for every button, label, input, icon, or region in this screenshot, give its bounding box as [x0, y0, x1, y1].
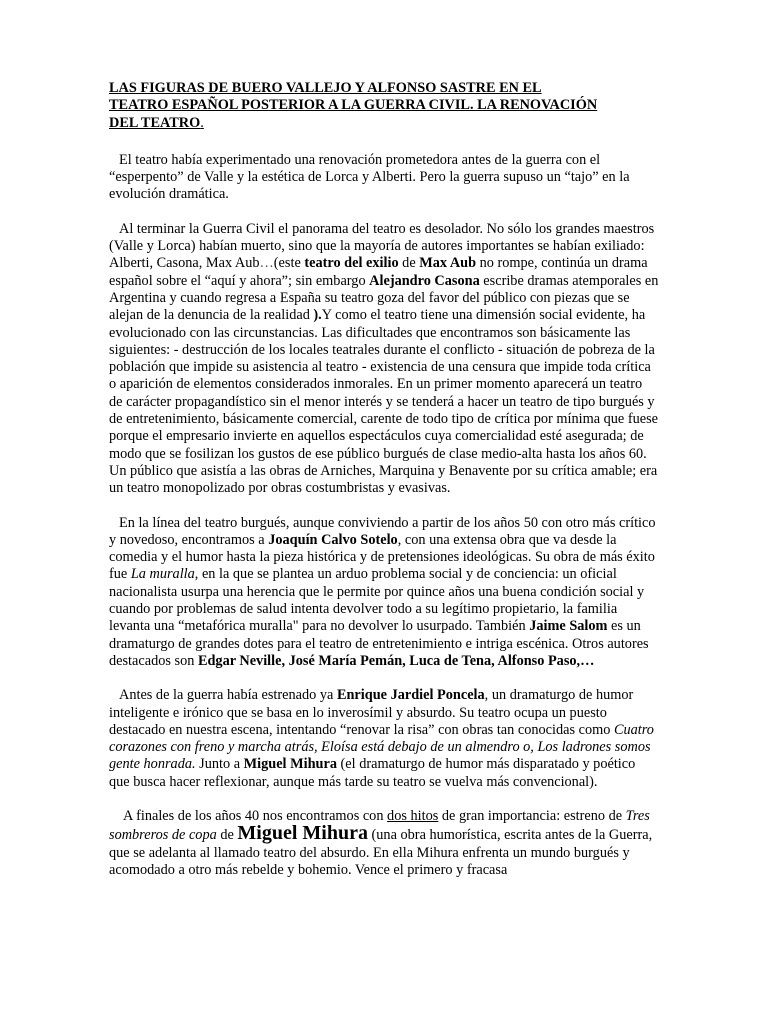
p5-big-miguel-mihura: Miguel Mihura [237, 822, 368, 845]
p4-text-1: Antes de la guerra había estrenado ya [119, 687, 337, 704]
p2-text-5: escribe dramas atemporales en Argentina y cuando regresa a España su teatro goza del favor del público con piezas que se alejan de la denuncia de la realidad [109, 272, 659, 324]
p3-bold-otros-autores: Edgar Neville, José María Pemán, Luca de Tena, Alfonso Paso,… [197, 652, 595, 669]
p3-text-3: , en la que se plantea un arduo problema social y de conciencia: un oficial nacionalista usurpa una herencia que le permite por quince años una buena condición social y cuando por problemas de salud intenta devolver todo a su legítimo propietario, la familia levanta una “metafórica muralla" para no devolver lo usurpado. También [109, 566, 645, 635]
p3-text-2: , con una extensa obra que va desde la comedia y el humor hasta la pieza histórica y de pretensiones ideológicas. Su obra de más éxito fue [109, 531, 655, 583]
p4-bold-jardiel-poncela: Enrique Jardiel Poncela [336, 687, 485, 704]
p5-text-2: de gran importancia: estreno de [438, 807, 626, 824]
p3-italic-la-muralla: La muralla [130, 566, 195, 583]
p4-text-3: Junto a [195, 756, 244, 773]
title-line-2: TEATRO ESPAÑOL POSTERIOR A LA GUERRA CIVIL. LA RENOVACIÓN [109, 97, 598, 114]
p2-bold-teatro-exilio: teatro del exilio [304, 255, 399, 272]
title-end: . [200, 114, 204, 131]
p2-text-1: Al terminar la Guerra Civil el panorama del teatro es desolador. No sólo los grandes maestros (Valle y Lorca) habían muerto, sino que la mayoría de autores importantes se habían exiliado: Alberti, Casona, Max Aub [109, 220, 655, 272]
p2-ellipsis: … [259, 255, 274, 272]
p3-bold-jaime-salom: Jaime Salom [529, 618, 608, 635]
p5-italic-tres-sombreros: Tres sombreros de copa [109, 807, 650, 844]
document-body [109, 80, 659, 896]
paragraph-5 [109, 808, 659, 879]
paragraph-2 [109, 221, 659, 498]
p2-bold-alejandro-casona: Alejandro Casona [369, 272, 480, 289]
title-line-1: LAS FIGURAS DE BUERO VALLEJO Y ALFONSO SASTRE EN EL [109, 80, 542, 96]
p4-italic-obras: Cuatro corazones con freno y marcha atrás, Eloísa está debajo de un almendro o, Los ladrones somos gente honrada. [109, 721, 654, 773]
paragraph-4 [109, 687, 659, 791]
p2-text-4: no rompe, continúa un drama español sobre el “aquí y ahora”; sin embargo [109, 255, 648, 289]
p4-bold-miguel-mihura: Miguel Mihura [243, 756, 337, 773]
paragraph-3 [109, 515, 659, 671]
p1-text: El teatro había experimentado una renovación prometedora antes de la guerra con el “esperpento” de Valle y la estética de Lorca y Alberti. Pero la guerra supuso un “tajo” en la evolución dramática. [109, 151, 630, 203]
p3-bold-calvo-sotelo: Joaquín Calvo Sotelo [268, 531, 398, 548]
p5-text-3: de [216, 827, 238, 844]
p3-text-4: es un dramaturgo de grandes dotes para el teatro de entretenimiento e intriga escénica. Otros autores destacados son [109, 618, 649, 669]
p2-text-3: de [398, 255, 420, 272]
title-line-3: DEL TEATRO [109, 114, 201, 131]
p2-text-2: (este [273, 255, 305, 272]
paragraph-1 [109, 152, 659, 204]
p4-text-4: (el dramaturgo de humor más disparatado y poético que busca hacer reflexionar, aunque más tarde su teatro se vuelva más convencional). [109, 756, 636, 790]
p5-text-1: A finales de los años 40 nos encontramos con [123, 807, 388, 824]
p3-text-1: En la línea del teatro burgués, aunque conviviendo a partir de los años 50 con otro más crítico y novedoso, encontramos a [109, 514, 656, 548]
p5-text-4: (una obra humorística, escrita antes de la Guerra, que se adelanta al llamado teatro del absurdo. En ella Mihura enfrenta un mundo burgués y acomodado a otro más rebelde y bohemio. Vence el primero y fracasa [109, 827, 653, 878]
p2-bold-max-aub: Max Aub [419, 255, 477, 272]
document-title [109, 80, 659, 132]
p2-bold-paren: ). [313, 307, 322, 324]
p2-text-6: Y como el teatro tiene una dimensión social evidente, ha evolucionado con las circunstancias. Las dificultades que encontramos son básicamente las siguientes: - destrucción de los locales teatrales durante el conflicto - situación de pobreza de la población que impide su asistencia al teatro - existencia de una censura que impide toda crítica o aparición de elementos considerados inmorales. En un primer momento aparecerá un teatro de carácter propagandístico sin el menor interés y se tenderá a hacer un teatro de tipo burgués y de entretenimiento, básicamente comercial, carente de todo tipo de crítica por mínima que fuese porque el empresario invierte en aquellos espectáculos cuya comercialidad esté asegurada; de modo que se fosilizan los gustos de ese público burgués de clase medio-alta hasta los años 60. Un público que asistía a las obras de Arniches, Marquina y Benavente por su crítica amable; era un teatro monopolizado por obras costumbristas y evasivas. [109, 307, 659, 497]
p4-text-2: , un dramaturgo de humor inteligente e irónico que se basa en lo inverosímil y absurdo. Su teatro ocupa un puesto destacado en nuestra escena, intentando “renovar la risa” con obras tan conocidas como [109, 687, 634, 738]
p5-underline-dos-hitos: dos hitos [387, 807, 439, 824]
